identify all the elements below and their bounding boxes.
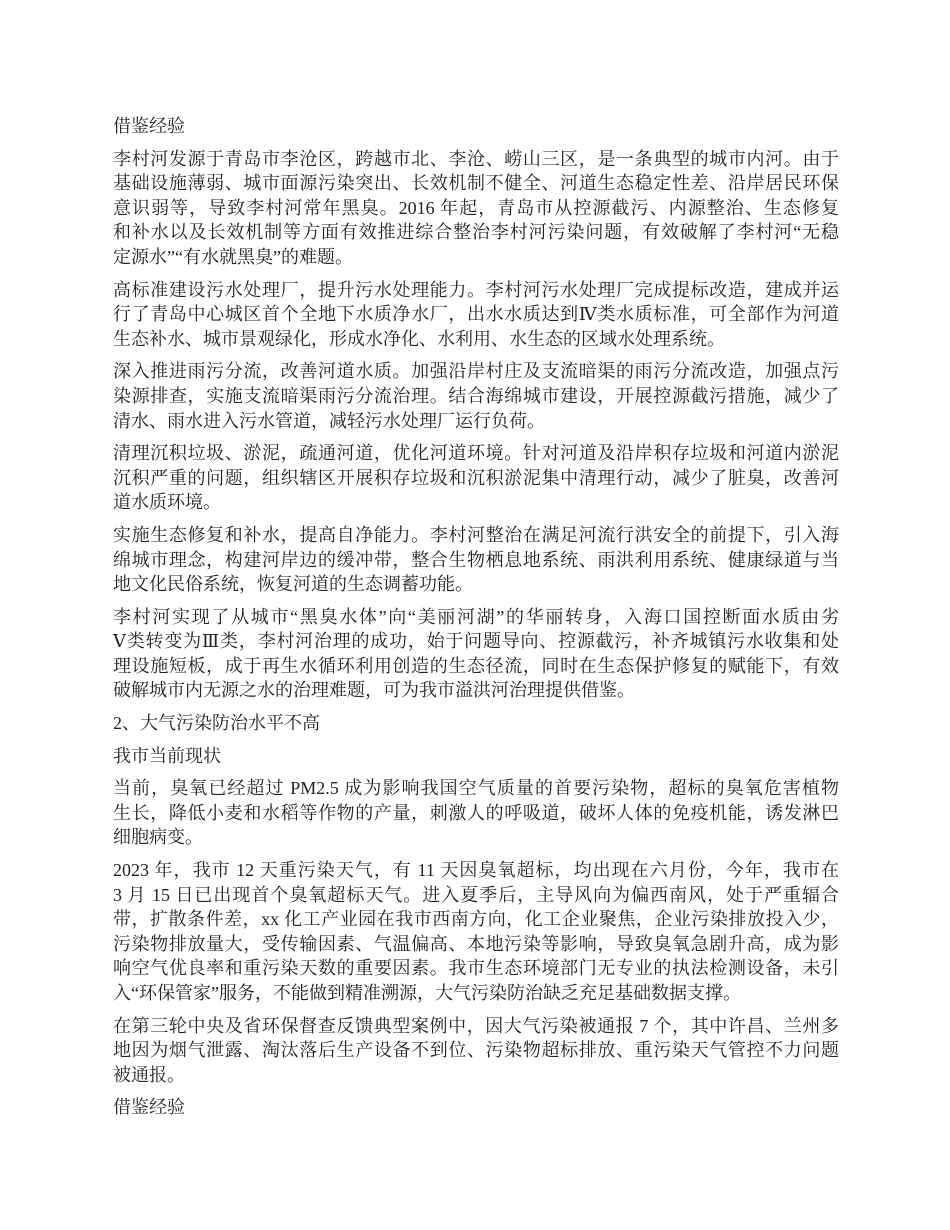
section-heading xyxy=(113,114,839,139)
text-line: 地因为烟气泄露、淘汰落后生产设备不到位、污染物超标排放、重污染天气管控不力问题 xyxy=(113,1040,839,1061)
text-line: 意识弱等，导致李村河常年黑臭。2016 年起，青岛市从控源截污、内源整治、生态修复 xyxy=(113,197,839,218)
text-line: 实施生态修复和补水，提高自净能力。李村河整治在满足河流行洪安全的前提下，引入海 xyxy=(113,524,839,545)
text-line: 道水质环境。 xyxy=(113,492,221,513)
section-heading xyxy=(113,1095,839,1120)
text-line: 当前，臭氧已经超过 PM2.5 成为影响我国空气质量的首要污染物，超标的臭氧危害植物 xyxy=(113,778,839,799)
paragraph xyxy=(113,441,839,515)
text-line: 沉积严重的问题，组织辖区开展积存垃圾和沉积淤泥集中清理行动，减少了脏臭，改善河 xyxy=(113,467,839,488)
paragraph xyxy=(113,359,839,433)
paragraph xyxy=(113,523,839,597)
document-page xyxy=(113,114,839,1128)
text-line: 生态补水、城市景观绿化，形成水净化、水利用、水生态的区域水处理系统。 xyxy=(113,328,725,349)
text-line: 绵城市理念，构建河岸边的缓冲带，整合生物栖息地系统、雨洪利用系统、健康绿道与当 xyxy=(113,549,839,570)
paragraph xyxy=(113,605,839,703)
text-line: 入“环保管家”服务，不能做到精准溯源，大气污染防治缺乏充足基础数据支撑。 xyxy=(113,983,741,1003)
text-line: Ⅴ类转变为Ⅲ类，李村河治理的成功，始于问题导向、控源截污，补齐城镇污水收集和处 xyxy=(113,631,839,652)
text-line: 清水、雨水进入污水管道，减轻污水处理厂运行负荷。 xyxy=(113,410,545,431)
text-line: 行了青岛中心城区首个全地下水质净水厂，出水水质达到Ⅳ类水质标准，可全部作为河道 xyxy=(113,304,839,325)
text-line: 染源排查，实施支流暗渠雨污分流治理。结合海绵城市建设，开展控源截污措施，减少了 xyxy=(113,385,839,406)
paragraph xyxy=(113,776,839,850)
text-line: 破解城市内无源之水的治理难题，可为我市溢洪河治理提供借鉴。 xyxy=(113,680,635,701)
text-line: 定源水”“有水就黑臭”的难题。 xyxy=(113,246,353,267)
text-line: 2023 年，我市 12 天重污染天气，有 11 天因臭氧超标，均出现在六月份，今年，我市在 xyxy=(113,860,839,881)
text-line: 生长，降低小麦和水稻等作物的产量，刺激人的呼吸道，破坏人体的免疫机能，诱发淋巴 xyxy=(113,802,839,823)
text-line: 借鉴经验 xyxy=(113,116,185,136)
text-line: 和补水以及长效机制等方面有效推进综合整治李村河污染问题，有效破解了李村河“无稳 xyxy=(113,222,839,243)
text-line: 李村河发源于青岛市李沧区，跨越市北、李沧、崂山三区，是一条典型的城市内河。由于 xyxy=(113,148,839,169)
text-line: 我市当前现状 xyxy=(113,745,221,766)
paragraph xyxy=(113,858,839,1006)
text-line: 被通报。 xyxy=(113,1064,185,1085)
text-line: 清理沉积垃圾、淤泥，疏通河道，优化河道环境。针对河道及沿岸积存垃圾和河道内淤泥 xyxy=(113,443,839,464)
section-heading xyxy=(113,711,839,736)
text-line: 在第三轮中央及省环保督查反馈典型案例中，因大气污染被通报 7 个，其中许昌、兰州多 xyxy=(113,1015,839,1036)
section-heading xyxy=(113,744,839,769)
text-line: 李村河实现了从城市“黑臭水体”向“美丽河湖”的华丽转身，入海口国控断面水质由劣 xyxy=(113,606,839,627)
paragraph xyxy=(113,278,839,352)
paragraph xyxy=(113,1014,839,1088)
text-line: 带，扩散条件差，xx 化工产业园在我市西南方向，化工企业聚焦，企业污染排放投入少， xyxy=(113,909,839,930)
text-line: 深入推进雨污分流，改善河道水质。加强沿岸村庄及支流暗渠的雨污分流改造，加强点污 xyxy=(113,361,839,382)
text-line: 高标准建设污水处理厂，提升污水处理能力。李村河污水处理厂完成提标改造，建成并运 xyxy=(113,279,839,300)
text-line: 理设施短板，成于再生水循环利用创造的生态径流，同时在生态保护修复的赋能下，有效 xyxy=(113,655,839,676)
text-line: 响空气优良率和重污染天数的重要因素。我市生态环境部门无专业的执法检测设备，未引 xyxy=(113,958,839,979)
paragraph xyxy=(113,147,839,270)
text-line: 基础设施薄弱、城市面源污染突出、长效机制不健全、河道生态稳定性差、沿岸居民环保 xyxy=(113,173,839,194)
text-line: 污染物排放量大，受传输因素、气温偏高、本地污染等影响，导致臭氧急剧升高，成为影 xyxy=(113,933,839,954)
text-line: 借鉴经验 xyxy=(113,1097,185,1118)
text-line: 2、大气污染防治水平不高 xyxy=(113,713,320,734)
text-line: 地文化民俗系统，恢复河道的生态调蓄功能。 xyxy=(113,574,473,595)
text-line: 3 月 15 日已出现首个臭氧超标天气。进入夏季后，主导风向为偏西南风，处于严重辐合 xyxy=(113,884,839,905)
text-line: 细胞病变。 xyxy=(113,827,203,848)
